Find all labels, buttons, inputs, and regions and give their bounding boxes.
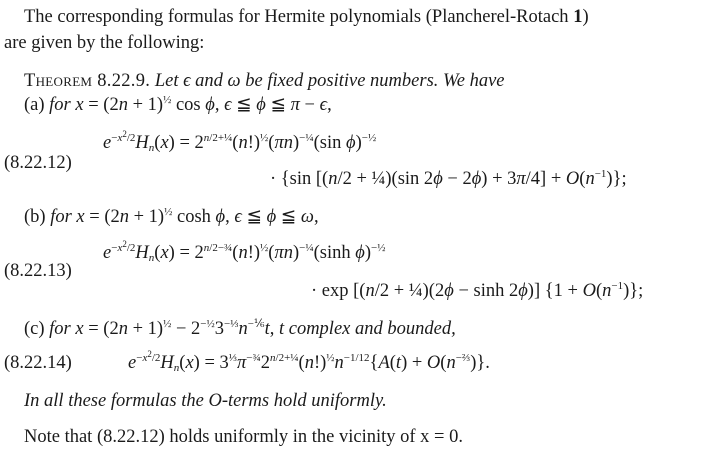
equation-number-8-22-13: (8.22.13) [4,261,72,281]
equation-8-22-13-line-1: $e^{-x^2/2}H_n(x) = 2^{n/2-\frac{3}{4}}(n!)^{\frac{1}{2}}(\pi n)^{-\frac{1}{4}}(\sinh$ ϕ)$^{-\frac{1}{2}}$ [103,239,386,264]
intro-text-b: ) [582,7,589,27]
equation-number-8-22-14: (8.22.14) [4,353,72,373]
intro-line-2: are given by the following: [4,33,205,53]
equation-8-22-14: $e^{-x^2/2}H_n(x) = 3^{\frac{1}{3}}\pi^{-\frac{3}{4}}2^{n/2+\frac{1}{4}}(n!)^{\frac{1}{2}}n^{-1/12}\{A(t) + O(n^{-\frac{2}{3}})\}$. [128,349,490,374]
equation-number-8-22-12: (8.22.12) [4,153,72,173]
uniform-note: In all these formulas the O-terms hold uniformly. [24,391,387,411]
theorem-label: Theorem 8.22.9. [24,71,151,91]
intro-reference: 1 [573,7,583,27]
case-c-head: (c) for $x = (2n + 1)^{\frac{1}{2}} - 2^{-\frac{1}{2}}3^{-\frac{1}{3}}n^{-\frac{1}{6}}t$, t complex and bounded, [24,318,456,339]
equation-8-22-13-line-2: · exp [(n/2 + ¼)(2ϕ − sinh 2ϕ)] $\{1 + O(n^{-1})\}$; [311,280,644,301]
equation-8-22-12-line-1: $e^{-x^2/2}H_n(x) = 2^{n/2+\frac{1}{4}}(n!)^{\frac{1}{2}}(\pi n)^{-\frac{1}{4}}(\sin$ ϕ)$^{-\frac{1}{2}}$ [103,129,377,154]
theorem-text: Let ϵ and ω be fixed positive numbers. We have [154,71,505,91]
case-b-head: (b) for $x = (2n + 1)^{\frac{1}{2}}$ cosh ϕ, ϵ ≦ ϕ ≦ ω, [24,206,319,227]
intro-text-a: The corresponding formulas for Hermite polynomials (Plancherel-Rotach [24,7,574,27]
theorem-statement [24,70,505,92]
final-note: Note that (8.22.12) holds uniformly in the vicinity of x = 0. [24,427,463,447]
intro-line-1 [24,6,589,28]
equation-8-22-12-line-2: · {sin [(n/2 + ¼)(sin $2\phi - 2\phi) + 3\pi/4] + O(n^{-1})$}; [270,168,627,189]
case-a-head: (a) for $x = (2n + 1)^{\frac{1}{2}}$ cos ϕ, ϵ ≦ ϕ ≦ π − ϵ, [24,94,332,115]
